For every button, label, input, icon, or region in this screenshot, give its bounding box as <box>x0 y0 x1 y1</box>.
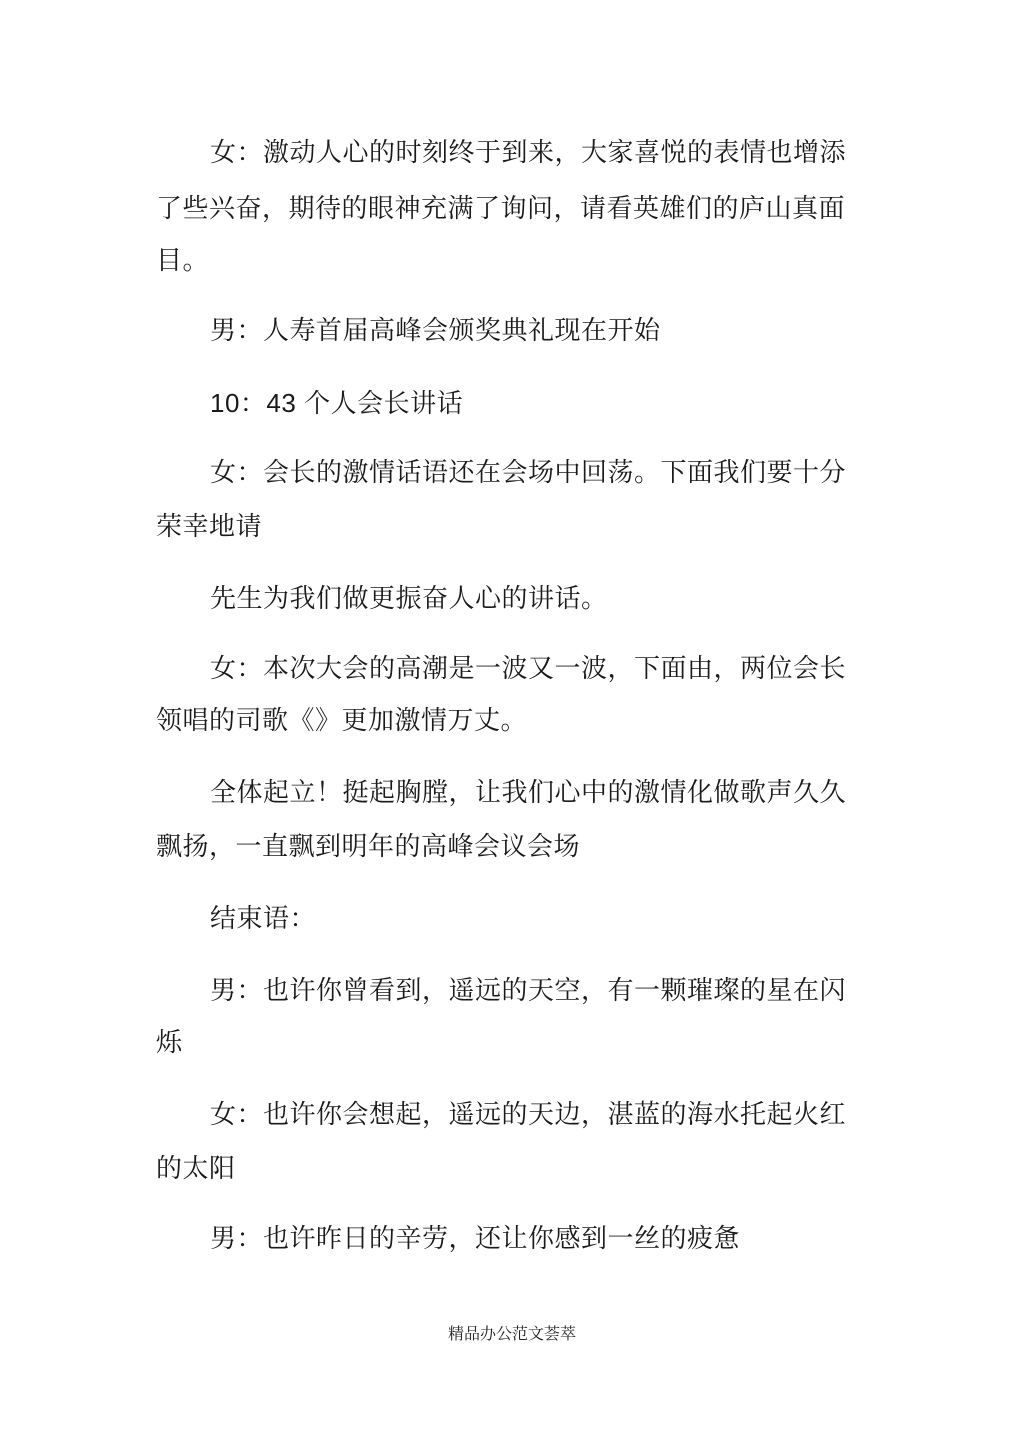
paragraph-7-line-2: 飘扬，一直飘到明年的高峰会议会场 <box>156 832 581 862</box>
paragraph-8-line-1: 结束语： <box>210 904 317 934</box>
paragraph-10-line-2: 的太阳 <box>156 1154 236 1184</box>
paragraph-4-line-2: 荣幸地请 <box>156 512 263 542</box>
paragraph-1-line-3: 目。 <box>156 246 210 276</box>
paragraph-11-line-1: 男：也许昨日的辛劳，还让你感到一丝的疲惫 <box>210 1224 741 1254</box>
paragraph-6-line-1: 女：本次大会的高潮是一波又一波，下面由，两位会长 <box>210 654 847 684</box>
paragraph-2-line-1: 男：人寿首届高峰会颁奖典礼现在开始 <box>210 316 661 346</box>
paragraph-4-line-1: 女：会长的激情话语还在会场中回荡。下面我们要十分 <box>210 458 847 488</box>
paragraph-9-line-1: 男：也许你曾看到，遥远的天空，有一颗璀璨的星在闪 <box>210 976 847 1006</box>
page-footer: 精品办公范文荟萃 <box>447 1324 576 1343</box>
paragraph-1-line-2: 了些兴奋，期待的眼神充满了询问，请看英雄们的庐山真面 <box>156 194 846 224</box>
paragraph-3-line-1: 10：43 个人会长讲话 <box>210 388 464 418</box>
paragraph-10-line-1: 女：也许你会想起，遥远的天边，湛蓝的海水托起火红 <box>210 1100 847 1130</box>
paragraph-6-line-2: 领唱的司歌《》更加激情万丈。 <box>156 706 528 736</box>
paragraph-7-line-1: 全体起立！挺起胸膛，让我们心中的激情化做歌声久久 <box>210 778 847 808</box>
paragraph-9-line-2: 烁 <box>156 1028 183 1058</box>
paragraph-5-line-1: 先生为我们做更振奋人心的讲话。 <box>210 584 608 614</box>
paragraph-1-line-1: 女：激动人心的时刻终于到来，大家喜悦的表情也增添 <box>210 138 847 168</box>
